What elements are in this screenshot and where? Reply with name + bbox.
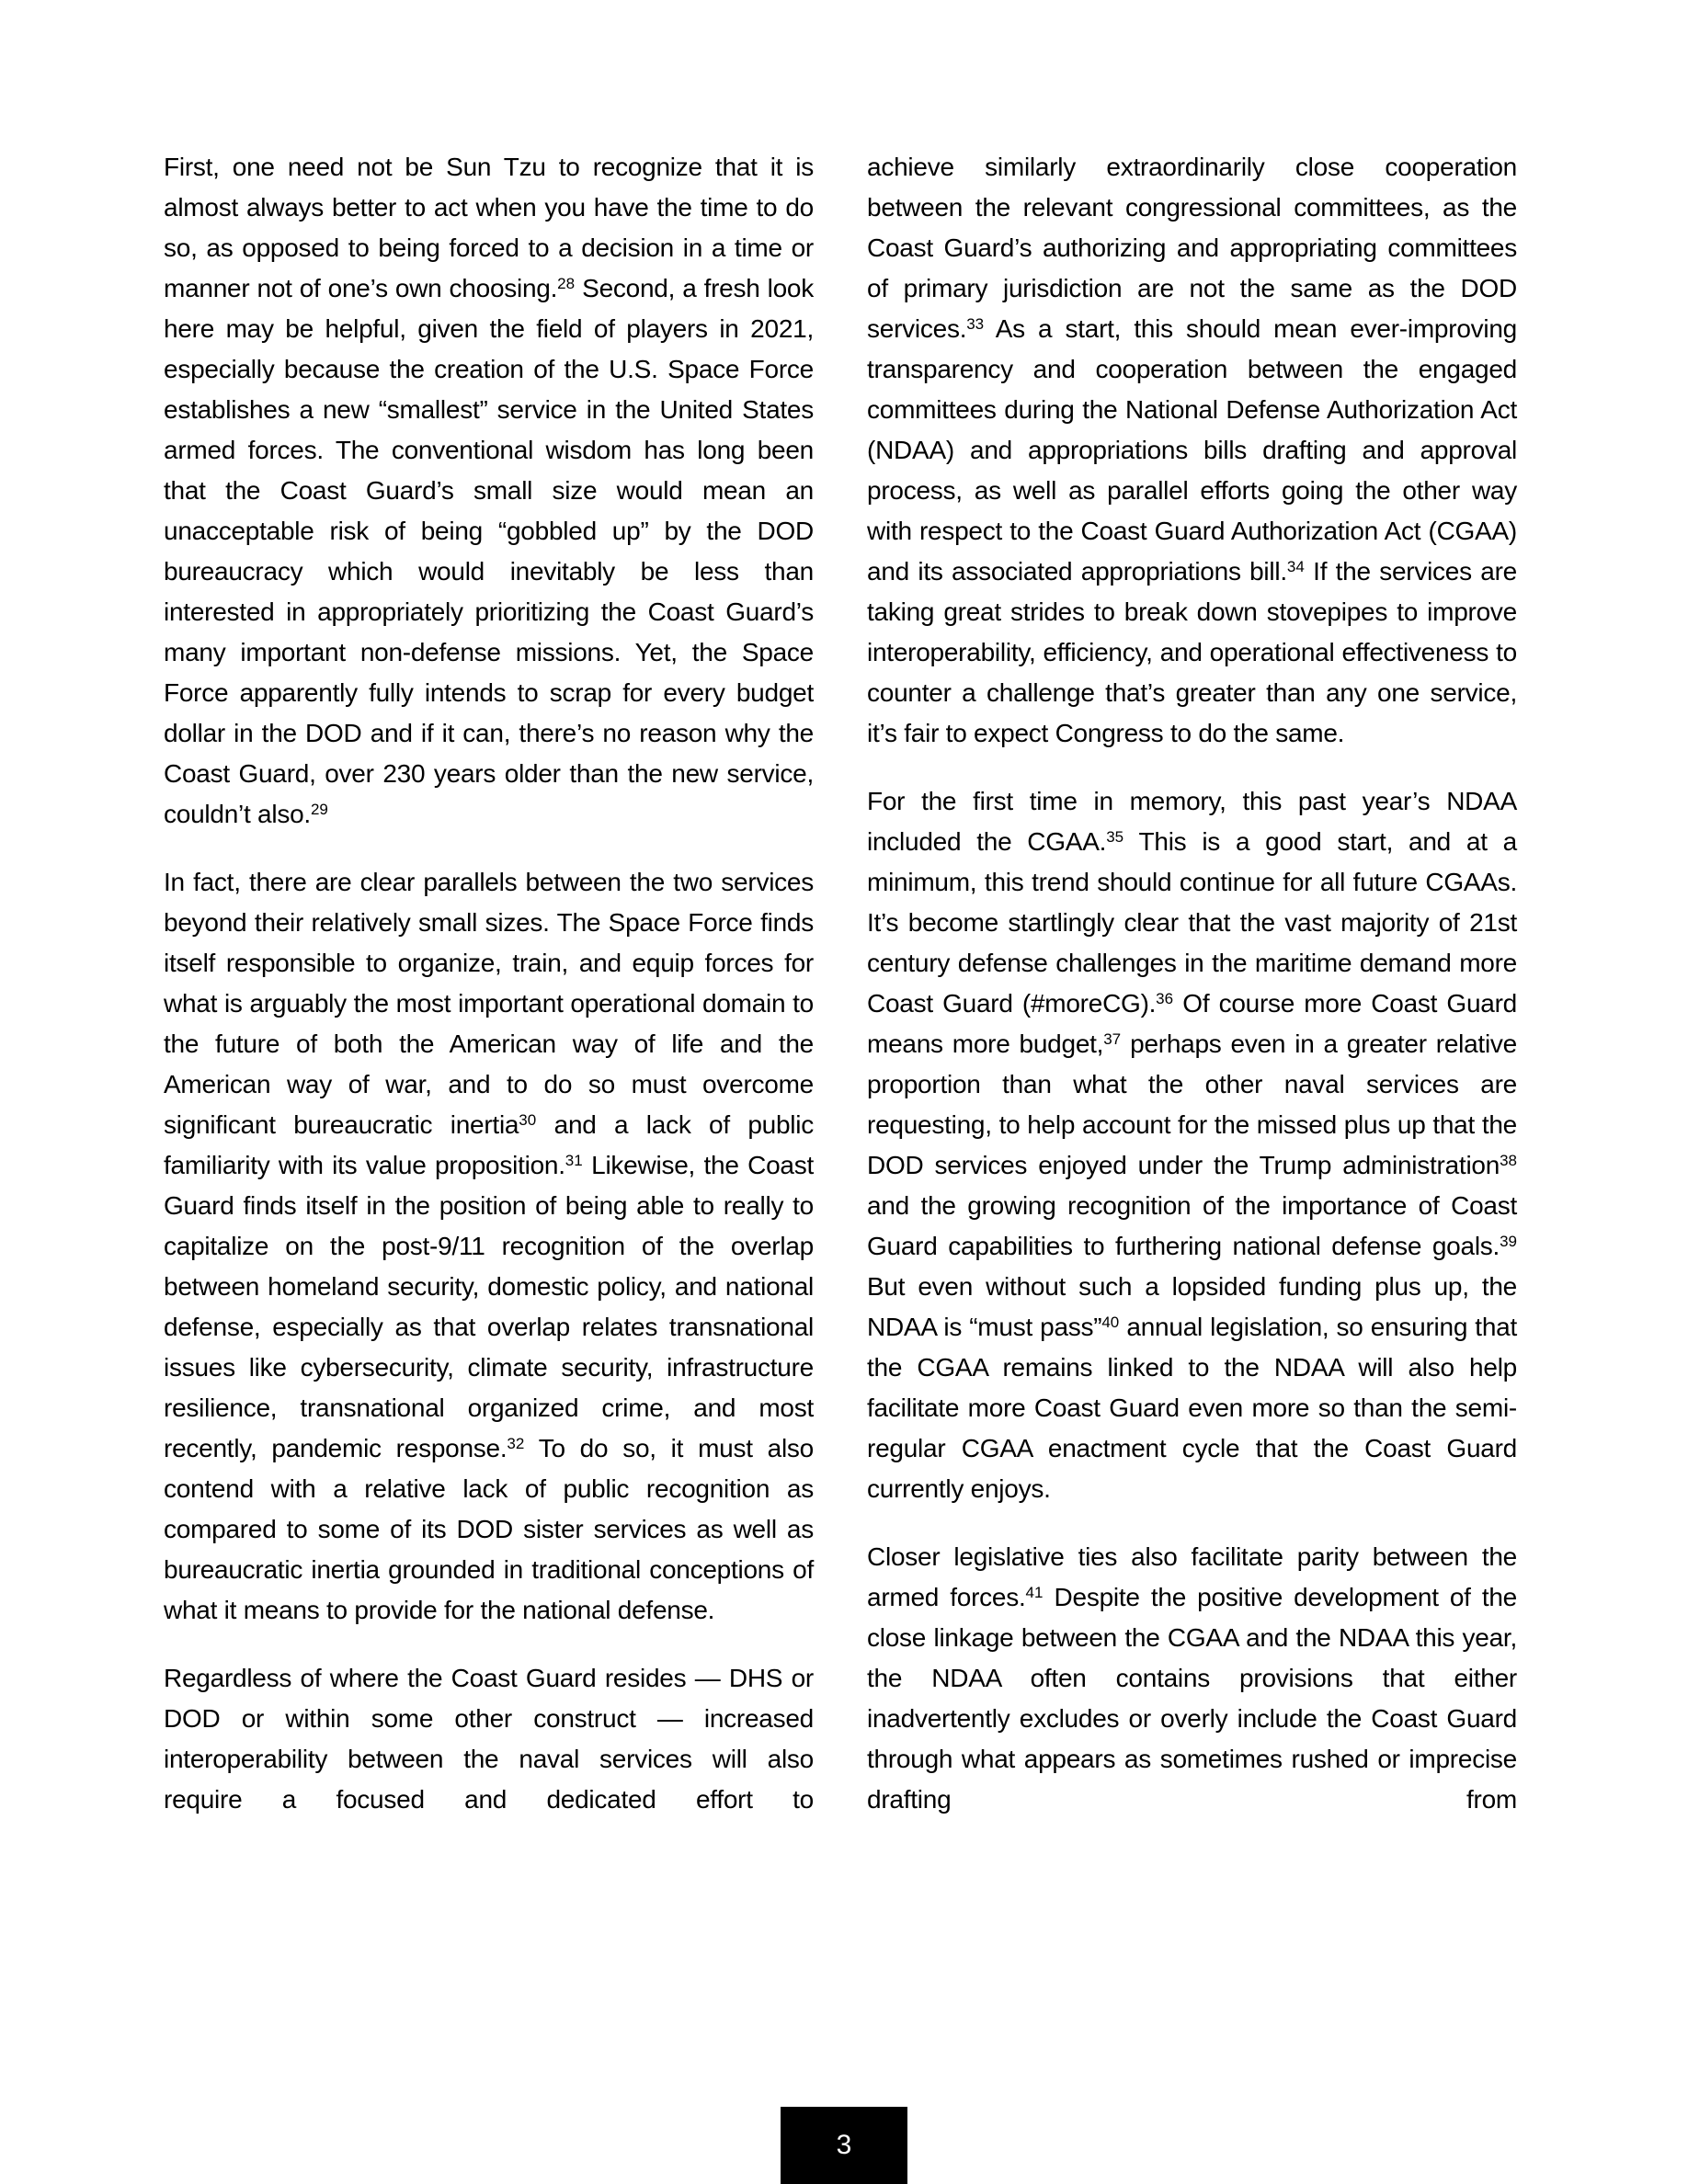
footnote-reference: 32 [507,1434,525,1452]
right-column [867,147,1517,1848]
content-columns [164,147,1517,1848]
footnote-reference: 29 [310,800,328,818]
footnote-reference: 35 [1106,827,1124,846]
paragraph: achieve similarly extraordinarily close cooperation between the relevant congressional committees, as the Coast Guard’s authorizing and appropriating committees of primary jurisdiction are not the same as the DOD services.$^{33}$ As a start, this should mean ever-improving transparency and cooperation between the engaged committees during the National Defense Authorization Act (NDAA) and appropriations bills drafting and approval process, as well as parallel efforts going the other way with respect to the Coast Guard Authorization Act (CGAA) and its associated appropriations bill.$^{34}$ If the services are taking great strides to break down stovepipes to improve interoperability, efficiency, and operational effectiveness to counter a challenge that’s greater than any one service, it’s fair to expect Congress to do the same. [867,153,1517,747]
page-number: 3 [836,2130,852,2160]
footnote-reference: 40 [1101,1313,1120,1331]
footnote-reference: 28 [557,274,576,292]
footnote-reference: 37 [1103,1029,1122,1048]
paragraph: For the first time in memory, this past year’s NDAA included the CGAA.$^{35}$ This is a good start, and at a minimum, this trend should continue for all future CGAAs. It’s become startlingly clear that the vast majority of 21st century defense challenges in the maritime demand more Coast Guard (#moreCG).$^{36}$ Of course more Coast Guard means more budget,$^{37}$ perhaps even in a greater relative proportion than what the other naval services are requesting, to help account for the missed plus up that the DOD services enjoyed under the Trump administration$^{38}$ and the growing recognition of the importance of Coast Guard capabilities to furthering national defense goals.$^{39}$ But even without such a lopsided funding plus up, the NDAA is “must pass”$^{40}$ annual legislation, so ensuring that the CGAA remains linked to the NDAA will also help facilitate more Coast Guard even more so than the semi-regular CGAA enactment cycle that the Coast Guard currently enjoys. [867,787,1518,1503]
footnote-reference: 31 [565,1151,583,1169]
paragraph: First, one need not be Sun Tzu to recognize that it is almost always better to act when you have the time to do so, as opposed to being forced to a decision in a time or manner not of one’s own choosing.$^{28}$ Second, a fresh look here may be helpful, given the field of players in 2021, especially because the creation of the U.S. Space Force establishes a new “smallest” service in the United States armed forces. The conventional wisdom has long been that the Coast Guard’s small size would mean an unacceptable risk of being “gobbled up” by the DOD bureaucracy which would inevitably be less than interested in appropriately prioritizing the Coast Guard’s many important non-defense missions. Yet, the Space Force apparently fully intends to scrap for every budget dollar in the DOD and if it can, there’s no reason why the Coast Guard, over 230 years older than the new service, couldn’t also.$^{29}$ [164,153,815,828]
paragraph: In fact, there are clear parallels between the two services beyond their relatively small sizes. The Space Force finds itself responsible to organize, train, and equip forces for what is arguably the most important operational domain to the future of both the American way of life and the American way of war, and to do so must overcome significant bureaucratic inertia$^{30}$ and a lack of public familiarity with its value proposition.$^{31}$ Likewise, the Coast Guard finds itself in the position of being able to really to capitalize on the post-9/11 recognition of the overlap between homeland security, domestic policy, and national defense, especially as that overlap relates transnational issues like cybersecurity, climate security, infrastructure resilience, transnational organized crime, and most recently, pandemic response.$^{32}$ To do so, it must also contend with a relative lack of public recognition as compared to some of its DOD sister services as well as bureaucratic inertia grounded in traditional conceptions of what it means to provide for the national defense. [164,868,814,1624]
paragraph: Regardless of where the Coast Guard resides — DHS or DOD or within some other construct — increased interoperability between the naval services will also require a focused and dedicated effort to [164,1664,814,1814]
footnote-reference: 33 [966,314,985,333]
footnote-reference: 39 [1500,1232,1517,1250]
page-number-box [781,2107,907,2184]
footnote-reference: 38 [1500,1151,1517,1169]
footnote-reference: 36 [1156,989,1174,1007]
footnote-reference: 30 [519,1110,537,1129]
left-column [164,147,814,1848]
footnote-reference: 34 [1286,557,1305,575]
footnote-reference: 41 [1025,1583,1044,1601]
paragraph: Closer legislative ties also facilitate parity between the armed forces.$^{41}$ Despite the positive development of the close linkage between the CGAA and the NDAA this year, the NDAA often contains provisions that either inadvertently excludes or overly include the Coast Guard through what appears as sometimes rushed or imprecise drafting from [867,1542,1517,1814]
